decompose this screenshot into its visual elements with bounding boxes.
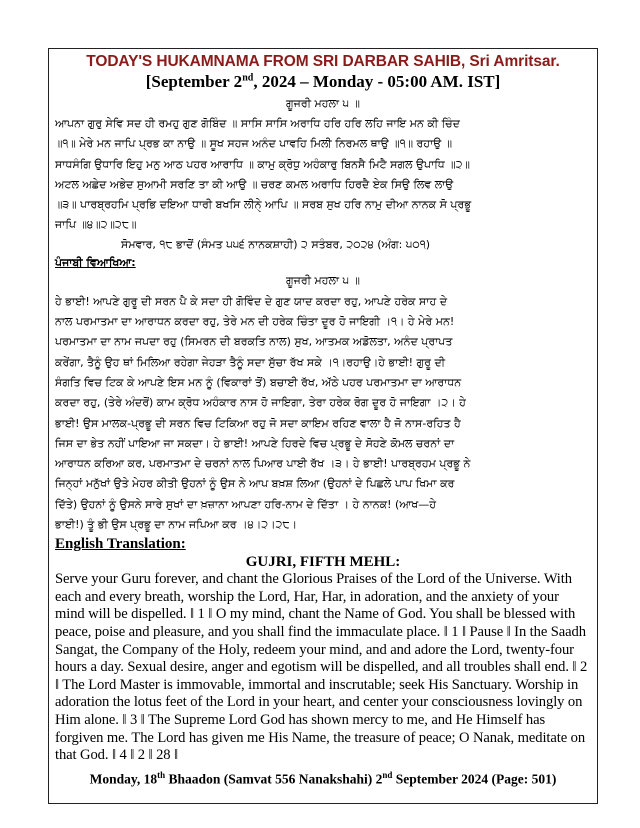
gurbani-line: ॥੧॥ ਮੇਰੇ ਮਨ ਜਾਪਿ ਪ੍ਰਭ ਕਾ ਨਾਉ ॥ ਸੂਖ ਸਹਜ ਅਨੰਦ ਪਾਵਹਿ ਮਿਲੀ ਨਿਰਮਲ ਥਾਉ ॥੧॥ ਰਹਾਉ ॥ xyxy=(55,137,453,151)
vyakhya-line: ਭਾਈ! ਉਸ ਮਾਲਕ-ਪ੍ਰਭੂ ਦੀ ਸਰਨ ਵਿਚ ਟਿਕਿਆ ਰਹੁ ਜੋ ਸਦਾ ਕਾਇਮ ਰਹਿਣ ਵਾਲਾ ਹੈ ਜੋ ਨਾਸ-ਰਹਿਤ ਹੈ xyxy=(55,416,461,430)
page-title: TODAY'S HUKAMNAMA FROM SRI DARBAR SAHIB, Sri Amritsar. xyxy=(86,53,560,70)
footer-sup-2: nd xyxy=(382,769,393,780)
punjabi-vyakhya-label: ਪੰਜਾਬੀ ਵਿਆਖਿਆ: xyxy=(55,256,136,270)
gurbani-text xyxy=(55,114,591,235)
date-prefix: [September 2 xyxy=(145,72,243,91)
vyakhya-line: ਭਾਈ!) ਤੂੰ ਭੀ ਉਸ ਪ੍ਰਭੂ ਦਾ ਨਾਮ ਜਪਿਆ ਕਰ ।੪।੨।੨੮। xyxy=(55,517,298,531)
footer-prefix: Monday, 18 xyxy=(89,771,158,787)
vyakhya-line: ਦਿੱਤੇ) ਉਹਨਾਂ ਨੂੰ ਉਸਨੇ ਸਾਰੇ ਸੁਖਾਂ ਦਾ ਖ਼ਜ਼ਾਨਾ ਆਪਣਾ ਹਰਿ-ਨਾਮ ਦੇ ਦਿੱਤਾ । ਹੇ ਨਾਨਕ! (ਆਖ—ਹੇ xyxy=(55,497,437,511)
vyakhya-line: ਆਰਾਧਨ ਕਰਿਆ ਕਰ, ਪਰਮਾਤਮਾ ਦੇ ਚਰਨਾਂ ਨਾਲ ਪਿਆਰ ਪਾਈ ਰੱਖ ।੩। ਹੇ ਭਾਈ! ਪਾਰਬ੍ਰਹਮ ਪ੍ਰਭੂ ਨੇ xyxy=(55,457,471,471)
gurbani-line: ਆਪਨਾ ਗੁਰੁ ਸੇਵਿ ਸਦ ਹੀ ਰਮਹੁ ਗੁਣ ਗੋਬਿੰਦ ॥ ਸਾਸਿ ਸਾਸਿ ਅਰਾਧਿ ਹਰਿ ਹਰਿ ਲਹਿ ਜਾਇ ਮਨ ਕੀ ਚਿੰਦ xyxy=(55,117,460,131)
vyakhya-line: ਜਿਨ੍ਹਾਂ ਮਨੁੱਖਾਂ ਉਤੇ ਮੇਹਰ ਕੀਤੀ ਉਹਨਾਂ ਨੂੰ ਉਸ ਨੇ ਆਪ ਬਖ਼ਸ਼ ਲਿਆ (ਉਹਨਾਂ ਦੇ ਪਿਛਲੇ ਪਾਪ ਖਿਮਾ ਕਰ xyxy=(55,477,455,491)
vyakhya-text xyxy=(55,292,591,536)
gurbani-line: ਜਾਪਿ ॥੪॥੨॥੨੮॥ xyxy=(55,218,137,232)
english-translation-text: Serve your Guru forever, and chant the Glorious Praises of the Lord of the Universe. With each and every breath, worship the Lord, Har, Har, in adoration, and the anxiety of your mind will be dispelled. ‖ 1 ‖ O my mind, chant the Name of God. You shall be blessed with peace, poise and pleasure, and you shall find the immaculate place. ‖ 1 ‖ Pause ‖ In the Saadh Sangat, the Company of the Holy, redeem your mind, and and adore the Lord, twenty-four hours a day. Sexual desire, anger and egotism will be dispelled, and all troubles shall end. ‖ 2 ‖ The Lord Master is immovable, immortal and inscrutable; seek His Sanctuary. Worship in adoration the lotus feet of the Lord in your heart, and center your consciousness lovingly on Him alone. ‖ 3 ‖ The Supreme Lord God has shown mercy to me, and He Himself has forgiven me. The Lord has given me His Name, the treasure of peace; O Nanak, meditate on that God. ‖ 4 ‖ 2 ‖ 28 ‖ xyxy=(55,571,588,764)
gurbani-line: ਸਾਧਸੰਗਿ ਉਧਾਰਿ ਇਹੁ ਮਨੁ ਆਠ ਪਹਰ ਆਰਾਧਿ ॥ ਕਾਮੁ ਕ੍ਰੋਧੁ ਅਹੰਕਾਰੁ ਬਿਨਸੈ ਮਿਟੈ ਸਗਲ ਉਪਾਧਿ ॥੨॥ xyxy=(55,157,470,171)
vyakhya-line: ਸੰਗਤਿ ਵਿਚ ਟਿਕ ਕੇ ਆਪਣੇ ਇਸ ਮਨ ਨੂੰ (ਵਿਕਾਰਾਂ ਤੋਂ) ਬਚਾਈ ਰੱਖ, ਅੱਠੇ ਪਹਰ ਪਰਮਾਤਮਾ ਦਾ ਆਰਾਧਨ xyxy=(55,375,462,389)
gurbani-line: ॥੩॥ ਪਾਰਬ੍ਰਹਮਿ ਪ੍ਰਭਿ ਦਇਆ ਧਾਰੀ ਬਖਸਿ ਲੀਨੑੇ ਆਪਿ ॥ ਸਰਬ ਸੁਖ ਹਰਿ ਨਾਮੁ ਦੀਆ ਨਾਨਕ ਸੋ ਪ੍ਰਭੂ xyxy=(55,198,472,212)
date-superscript: nd xyxy=(242,72,254,84)
vyakhya-line: ਹੇ ਭਾਈ! ਆਪਣੇ ਗੁਰੂ ਦੀ ਸਰਨ ਪੈ ਕੇ ਸਦਾ ਹੀ ਗੋਵਿੰਦ ਦੇ ਗੁਣ ਯਾਦ ਕਰਦਾ ਰਹੁ, ਆਪਣੇ ਹਰੇਕ ਸਾਹ ਦੇ xyxy=(55,294,448,308)
vyakhya-line: ਜਿਸ ਦਾ ਭੇਤ ਨਹੀਂ ਪਾਇਆ ਜਾ ਸਕਦਾ। ਹੇ ਭਾਈ! ਆਪਣੇ ਹਿਰਦੇ ਵਿਚ ਪ੍ਰਭੂ ਦੇ ਸੋਹਣੇ ਕੋਮਲ ਚਰਨਾਂ ਦਾ xyxy=(55,436,455,450)
vyakhya-heading: ਗੂਜਰੀ ਮਹਲਾ ੫ ॥ xyxy=(286,274,360,288)
vyakhya-line: ਪਰਮਾਤਮਾ ਦਾ ਨਾਮ ਜਪਦਾ ਰਹੁ (ਸਿਮਰਨ ਦੀ ਬਰਕਤਿ ਨਾਲ) ਸੁਖ, ਆਤਮਕ ਅਡੋਲਤਾ, ਅਨੰਦ ਪ੍ਰਾਪਤ xyxy=(55,335,453,349)
nanakshahi-dateline: ਸੋਮਵਾਰ, ੧੮ ਭਾਦੋਂ (ਸੰਮਤ ੫੫੬ ਨਾਨਕਸ਼ਾਹੀ) ੨ ਸਤੰਬਰ, ੨੦੨੪ (ਅੰਗ: ੫੦੧) xyxy=(121,238,431,252)
date-suffix: , 2024 – Monday - 05:00 AM. IST] xyxy=(253,72,501,91)
vyakhya-section xyxy=(55,271,591,535)
english-translation-label: English Translation: xyxy=(55,536,186,553)
footer-middle: Bhaadon (Samvat 556 Nanakshahi) 2 xyxy=(165,771,383,787)
footer-sup-1: th xyxy=(157,769,166,780)
english-subheading: GUJRI, FIFTH MEHL: xyxy=(245,554,401,571)
vyakhya-line: ਨਾਲ ਪਰਮਾਤਮਾ ਦਾ ਆਰਾਧਨ ਕਰਦਾ ਰਹੁ, ਤੇਰੇ ਮਨ ਦੀ ਹਰੇਕ ਚਿੰਤਾ ਦੂਰ ਹੋ ਜਾਇਗੀ ।੧। ਹੇ ਮੇਰੇ ਮਨ! xyxy=(55,315,455,329)
vyakhya-line: ਕਰੇਂਗਾ, ਤੈਨੂੰ ਉਹ ਥਾਂ ਮਿਲਿਆ ਰਹੇਗਾ ਜੇਹੜਾ ਤੈਨੂੰ ਸਦਾ ਸੁੱਚਾ ਰੱਖ ਸਕੇ ।੧।ਰਹਾਉ।ਹੇ ਭਾਈ! ਗੁਰੂ ਦੀ xyxy=(55,355,446,369)
gurbani-heading: ਗੂਜਰੀ ਮਹਲਾ ੫ ॥ xyxy=(286,97,360,110)
footer-suffix: September 2024 (Page: 501) xyxy=(392,771,557,787)
date-subtitle xyxy=(55,72,591,92)
footer-dateline xyxy=(55,765,591,790)
gurbani-line: ਅਟਲ ਅਛੇਦ ਅਭੇਦ ਸੁਆਮੀ ਸਰਣਿ ਤਾ ਕੀ ਆਉ ॥ ਚਰਣ ਕਮਲ ਅਰਾਧਿ ਹਿਰਦੈ ਏਕ ਸਿਉ ਲਿਵ ਲਾਉ xyxy=(55,177,454,191)
vyakhya-line: ਕਰਦਾ ਰਹੁ, (ਤੇਰੇ ਅੰਦਰੋਂ) ਕਾਮ ਕ੍ਰੋਧ ਅਹੰਕਾਰ ਨਾਸ ਹੋ ਜਾਇਗਾ, ਤੇਰਾ ਹਰੇਕ ਰੋਗ ਦੂਰ ਹੋ ਜਾਇਗਾ ।੨। ਹੇ xyxy=(55,396,466,410)
gurbani-section xyxy=(55,94,591,235)
hukamnama-page xyxy=(48,48,598,804)
